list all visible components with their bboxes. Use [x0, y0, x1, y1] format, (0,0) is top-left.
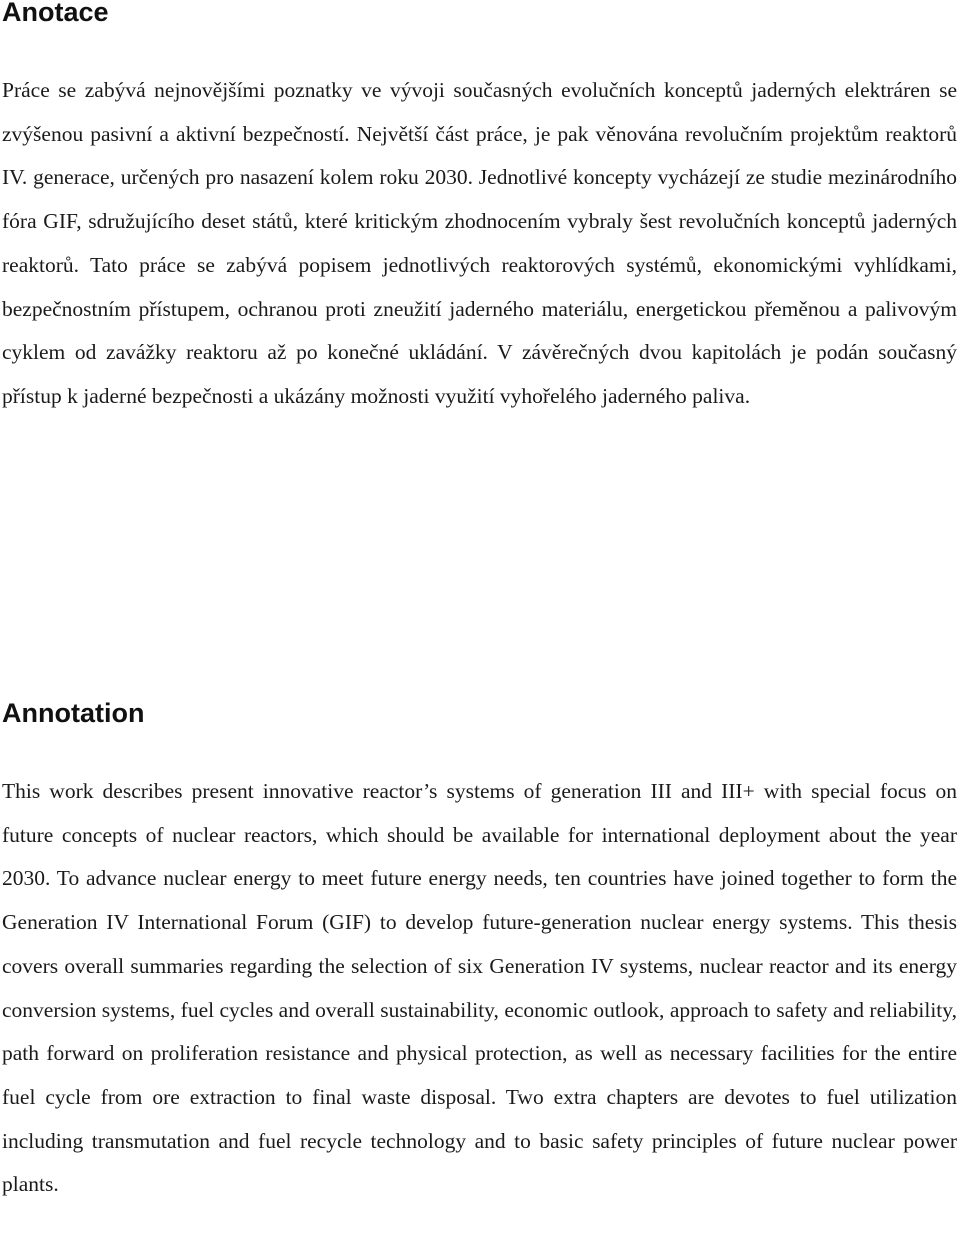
czech-abstract-paragraph: Práce se zabývá nejnovějšími poznatky ve vývoji současných evolučních konceptů jaderných elektráren se zvýšenou pasivní a aktivní bezpečností. Největší část práce, je pak věnována revolučním projektům reaktorů IV. generace, určených pro nasazení kolem roku 2030. Jednotlivé koncepty vycházejí ze studie mezinárodního fóra GIF, sdružujícího deset států, které kritickým zhodnocením vybraly šest revolučních konceptů jaderných reaktorů. Tato práce se zabývá popisem jednotlivých reaktorových systémů, ekonomickými vyhlídkami, bezpečnostním přístupem, ochranou proti zneužití jaderného materiálu, energetickou přeměnou a palivovým cyklem od zavážky reaktoru až po konečné ukládání. V závěrečných dvou kapitolách je podán současný přístup k jaderné bezpečnosti a ukázány možnosti využití vyhořelého jaderného paliva.: [2, 78, 957, 408]
heading-annotation: Annotation: [2, 698, 145, 728]
english-abstract-paragraph: This work describes present innovative reactor’s systems of generation III and III+ with special focus on future concepts of nuclear reactors, which should be available for international deployment about the year 2030. To advance nuclear energy to meet future energy needs, ten countries have joined together to form the Generation IV International Forum (GIF) to develop future-generation nuclear energy systems. This thesis covers overall summaries regarding the selection of six Generation IV systems, nuclear reactor and its energy conversion systems, fuel cycles and overall sustainability, economic outlook, approach to safety and reliability, path forward on proliferation resistance and physical protection, as well as necessary facilities for the entire fuel cycle from ore extraction to final waste disposal. Two extra chapters are devotes to fuel utilization including transmutation and fuel recycle technology and to basic safety principles of future nuclear power plants.: [2, 779, 957, 1197]
heading-anotace: Anotace: [2, 0, 109, 27]
